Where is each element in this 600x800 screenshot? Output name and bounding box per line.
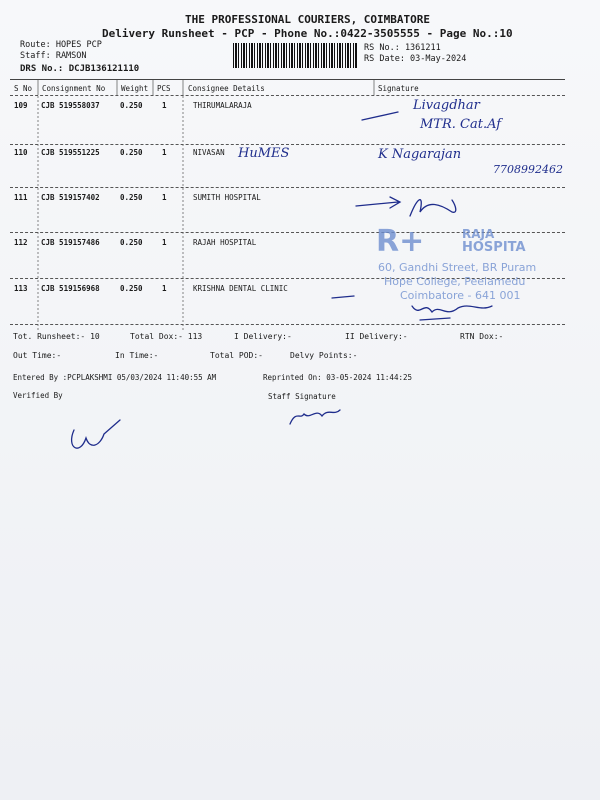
row-sno: 110 xyxy=(14,148,28,157)
total-runsheet: Tot. Runsheet:- 10 xyxy=(13,332,100,341)
route-text: Route: HOPES PCP xyxy=(20,40,102,50)
handwriting-row1-detail: MTR. Cat.Af xyxy=(420,117,502,132)
stamp-name-line1: RAJA xyxy=(462,227,495,241)
row-weight: 0.250 xyxy=(120,193,143,202)
handwriting-row2-phone: 7708992462 xyxy=(493,163,563,176)
row-consignment: CJB 519157402 xyxy=(41,193,100,202)
stamp-name-line2: HOSPITA xyxy=(462,240,526,255)
row-consignee: THIRUMALARAJA xyxy=(193,101,252,110)
row-consignee: SUMITH HOSPITAL xyxy=(193,193,261,202)
row-weight: 0.250 xyxy=(120,238,143,247)
handwriting-row2-note: HuMES xyxy=(238,146,290,161)
verified-by-label: Verified By xyxy=(13,391,63,400)
handwriting-row2-name: K Nagarajan xyxy=(378,147,462,162)
staff-signature-stroke xyxy=(290,410,340,424)
rs-date: RS Date: 03-May-2024 xyxy=(364,54,467,64)
reprinted-on: Reprinted On: 03-05-2024 11:44:25 xyxy=(263,373,413,382)
i-delivery: I Delivery:- xyxy=(234,332,292,341)
row-consignment: CJB 519558037 xyxy=(41,101,100,110)
stamp-address-1: 60, Gandhi Street, BR Puram xyxy=(378,261,537,274)
row-pcs: 1 xyxy=(162,193,167,202)
rtn-dox: RTN Dox:- xyxy=(460,332,504,341)
rs-number: RS No.: 1361211 xyxy=(364,43,441,53)
stamp-address-2: Hope College, Peelamedu xyxy=(384,275,526,288)
row-pcs: 1 xyxy=(162,101,167,110)
total-dox: Total Dox:- 113 xyxy=(130,332,203,341)
stamp-address-3: Coimbatore - 641 001 xyxy=(400,289,521,302)
row-consignee: NIVASAN xyxy=(193,148,225,157)
handwriting-row1-name: Livagdhar xyxy=(413,98,480,113)
row5-signature-stroke xyxy=(412,306,492,320)
total-pod: Total POD:- xyxy=(210,351,263,360)
row-consignment: CJB 519551225 xyxy=(41,148,100,157)
stamp-logo-icon: R+ xyxy=(376,224,425,259)
row-consignment: CJB 519157486 xyxy=(41,238,100,247)
col-header-signature: Signature xyxy=(378,84,419,93)
row3-signature-stroke xyxy=(410,200,456,216)
row-weight: 0.250 xyxy=(120,101,143,110)
col-header-weight: Weight xyxy=(121,84,149,93)
row-consignee: RAJAH HOSPITAL xyxy=(193,238,257,247)
col-header-consignment: Consignment No xyxy=(42,84,106,93)
staff-text: Staff: RAMSON xyxy=(20,51,87,61)
delvy-points: Delvy Points:- xyxy=(290,351,358,360)
col-header-sno: S No xyxy=(14,84,33,93)
verified-signature-stroke xyxy=(72,420,120,448)
row-sno: 109 xyxy=(14,101,28,110)
row-pcs: 1 xyxy=(162,148,167,157)
staff-signature-label: Staff Signature xyxy=(268,392,336,401)
row-consignee: KRISHNA DENTAL CLINIC xyxy=(193,284,288,293)
row-pcs: 1 xyxy=(162,238,167,247)
row-pcs: 1 xyxy=(162,284,167,293)
row-consignment: CJB 519156968 xyxy=(41,284,100,293)
row1-signature-stroke xyxy=(362,112,398,120)
col-header-pcs: PCS xyxy=(157,84,171,93)
company-title: THE PROFESSIONAL COURIERS, COIMBATORE xyxy=(185,13,431,26)
row3-arrow-stroke xyxy=(356,197,400,208)
ii-delivery: II Delivery:- xyxy=(345,332,408,341)
col-header-consignee: Consignee Details xyxy=(188,84,265,93)
row-sno: 113 xyxy=(14,284,28,293)
row-sno: 112 xyxy=(14,238,28,247)
row5-dash-stroke xyxy=(332,296,354,298)
row-sno: 111 xyxy=(14,193,28,202)
runsheet-subtitle: Delivery Runsheet - PCP - Phone No.:0422-3505555 - Page No.:10 xyxy=(102,27,513,40)
out-time: Out Time:- xyxy=(13,351,62,360)
row-weight: 0.250 xyxy=(120,148,143,157)
entered-by: Entered By :PCPLAKSHMI 05/03/2024 11:40:55 AM xyxy=(13,373,217,382)
in-time: In Time:- xyxy=(115,351,159,360)
row-weight: 0.250 xyxy=(120,284,143,293)
drs-number: DRS No.: DCJB136121110 xyxy=(20,64,140,74)
